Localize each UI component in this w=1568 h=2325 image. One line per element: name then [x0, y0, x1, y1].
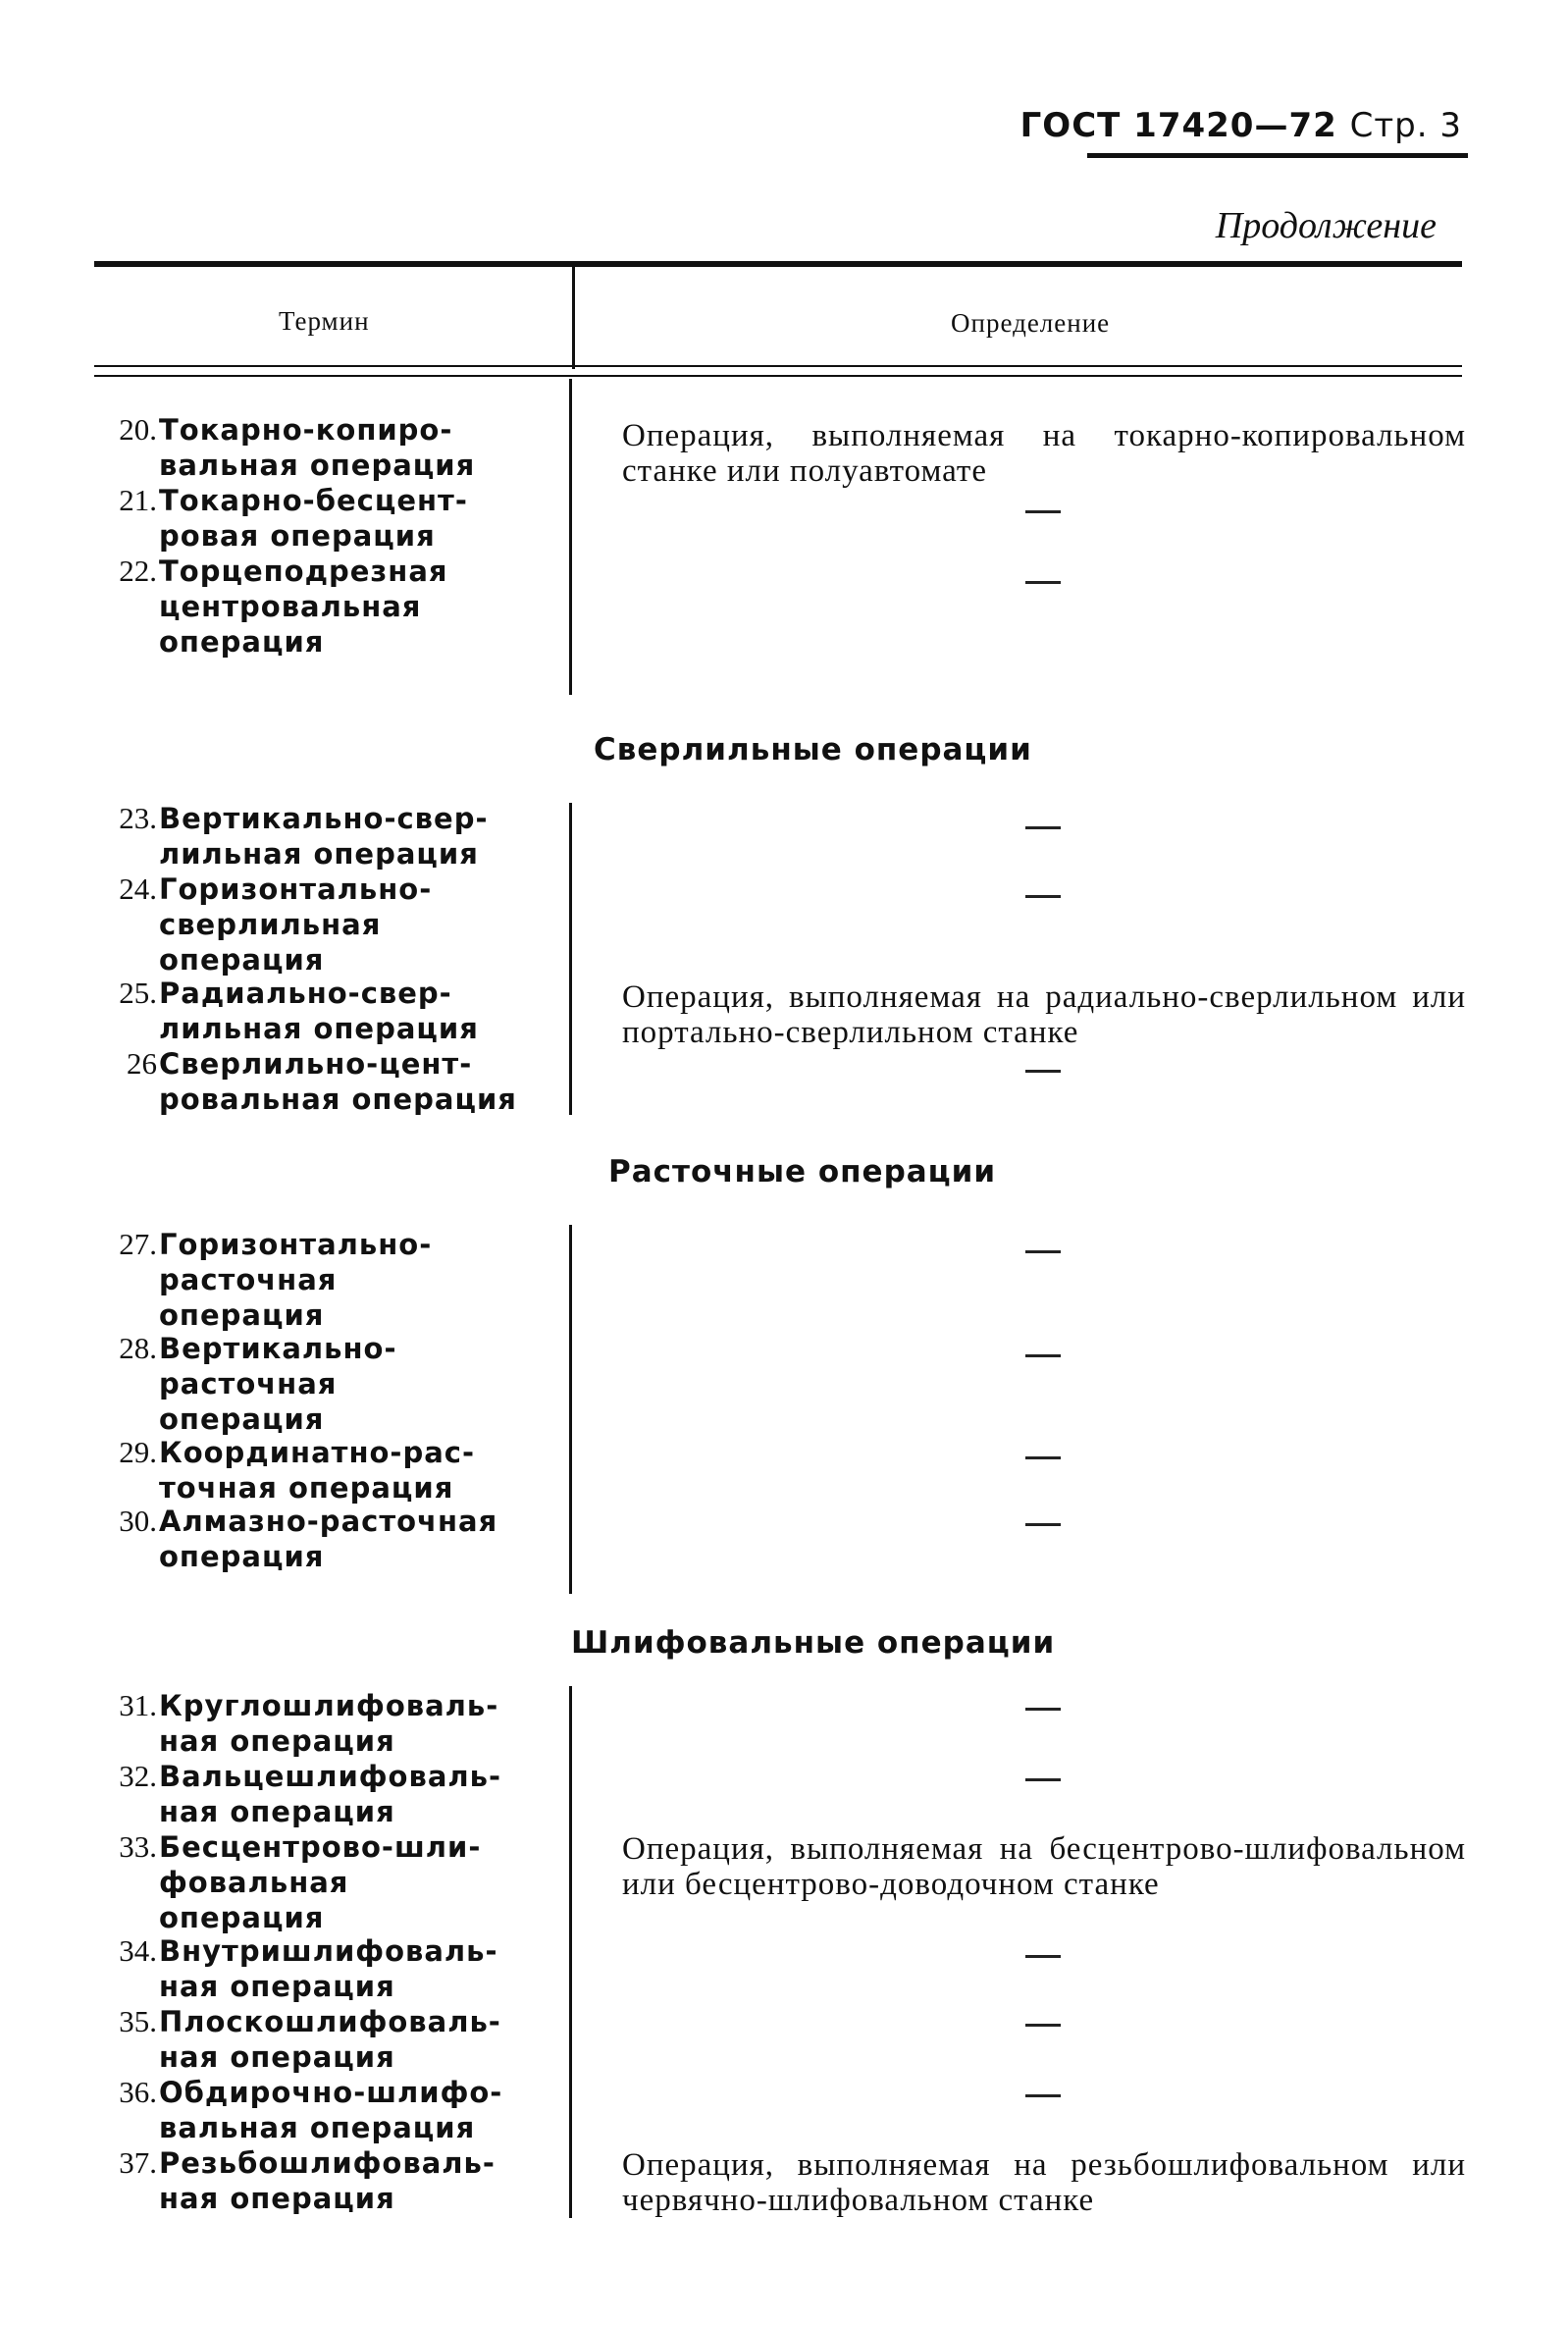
term-number: 23. — [119, 801, 157, 835]
column-header-definition: Определение — [951, 308, 1111, 338]
term-number: 20. — [119, 412, 157, 447]
term-text: Вальцешлифоваль- ная операция — [159, 1760, 502, 1828]
definition-dash — [1025, 2024, 1061, 2027]
term-number: 34. — [119, 1933, 157, 1968]
page-number: Стр. 3 — [1349, 106, 1462, 145]
term-text: Алмазно-расточная операция — [159, 1505, 498, 1573]
term-number: 24. — [119, 872, 157, 906]
definition-text: Операция, выполняемая на резьбошлифовальном или червячно-шлифовальном станке — [622, 2147, 1466, 2218]
section-heading-grinding: Шлифовальные операции — [571, 1625, 1056, 1661]
definition-dash — [1025, 1070, 1061, 1073]
definition-text: Операция, выполняемая на токарно-копировальном станке или полуавтомате — [622, 418, 1466, 489]
header-rule-2 — [94, 375, 1462, 377]
term-number: 37. — [119, 2145, 157, 2180]
term-text: Бесцентрово-шли- фовальная операция — [159, 1830, 482, 1934]
definition-dash — [1025, 1778, 1061, 1781]
term-number: 26 — [127, 1046, 157, 1081]
term-text: Горизонтально- расточная операция — [159, 1228, 433, 1332]
term-number: 22. — [119, 554, 157, 588]
definition-text: Операция, выполняемая на бесцентрово-шлифовальном или бесцентрово-доводочном станке — [622, 1831, 1466, 1902]
term-text: Внутришлифоваль- ная операция — [159, 1934, 498, 2003]
definition-dash — [1025, 1708, 1061, 1711]
term-number: 32. — [119, 1759, 157, 1793]
definition-dash — [1025, 826, 1061, 829]
section-heading-boring: Расточные операции — [608, 1154, 997, 1189]
term-number: 28. — [119, 1331, 157, 1365]
document-header — [1020, 106, 1462, 145]
term-text: Плоскошлифоваль- ная операция — [159, 2005, 501, 2074]
term-text: Обдирочно-шлифо- вальная операция — [159, 2076, 503, 2144]
definition-dash — [1025, 1456, 1061, 1459]
definition-dash — [1025, 581, 1061, 584]
definition-text: Операция, выполняемая на радиально-сверлильном или портально-сверлильном станке — [622, 979, 1466, 1050]
definition-dash — [1025, 895, 1061, 898]
term-text: Токарно-копиро- вальная операция — [159, 413, 476, 482]
term-number: 25. — [119, 976, 157, 1010]
term-number: 33. — [119, 1829, 157, 1864]
definition-dash — [1025, 510, 1061, 513]
term-text: Радиально-свер- лильная операция — [159, 977, 479, 1045]
section-heading-drilling: Сверлильные операции — [594, 732, 1032, 767]
term-text: Сверлильно-цент- ровальная операция — [159, 1047, 517, 1116]
term-text: Координатно-рас- точная операция — [159, 1436, 476, 1505]
term-text: Вертикально- расточная операция — [159, 1332, 397, 1436]
column-header-term: Термин — [279, 306, 370, 336]
header-rule — [1087, 153, 1468, 158]
definition-dash — [1025, 1354, 1061, 1357]
term-text: Торцеподрезная центровальная операция — [159, 555, 448, 659]
definition-dash — [1025, 1955, 1061, 1958]
term-number: 27. — [119, 1227, 157, 1261]
term-text: Резьбошлифоваль- ная операция — [159, 2146, 496, 2215]
term-number: 30. — [119, 1504, 157, 1538]
term-number: 31. — [119, 1688, 157, 1722]
definition-dash — [1025, 1250, 1061, 1253]
term-number: 35. — [119, 2004, 157, 2038]
term-text: Горизонтально- сверлильная операция — [159, 872, 433, 977]
term-number: 21. — [119, 483, 157, 517]
header-rule-1 — [94, 365, 1462, 367]
term-number: 29. — [119, 1435, 157, 1469]
definition-dash — [1025, 2094, 1061, 2097]
definition-dash — [1025, 1523, 1061, 1526]
table-top-rule — [94, 261, 1462, 267]
standard-code: ГОСТ 17420—72 — [1019, 106, 1337, 145]
term-text: Вертикально-свер- лильная операция — [159, 802, 489, 871]
header-divider — [572, 261, 575, 369]
continuation-label: Продолжение — [1215, 205, 1437, 246]
term-text: Круглошлифоваль- ная операция — [159, 1689, 499, 1758]
term-text: Токарно-бесцент- ровая операция — [159, 484, 468, 553]
term-number: 36. — [119, 2075, 157, 2109]
